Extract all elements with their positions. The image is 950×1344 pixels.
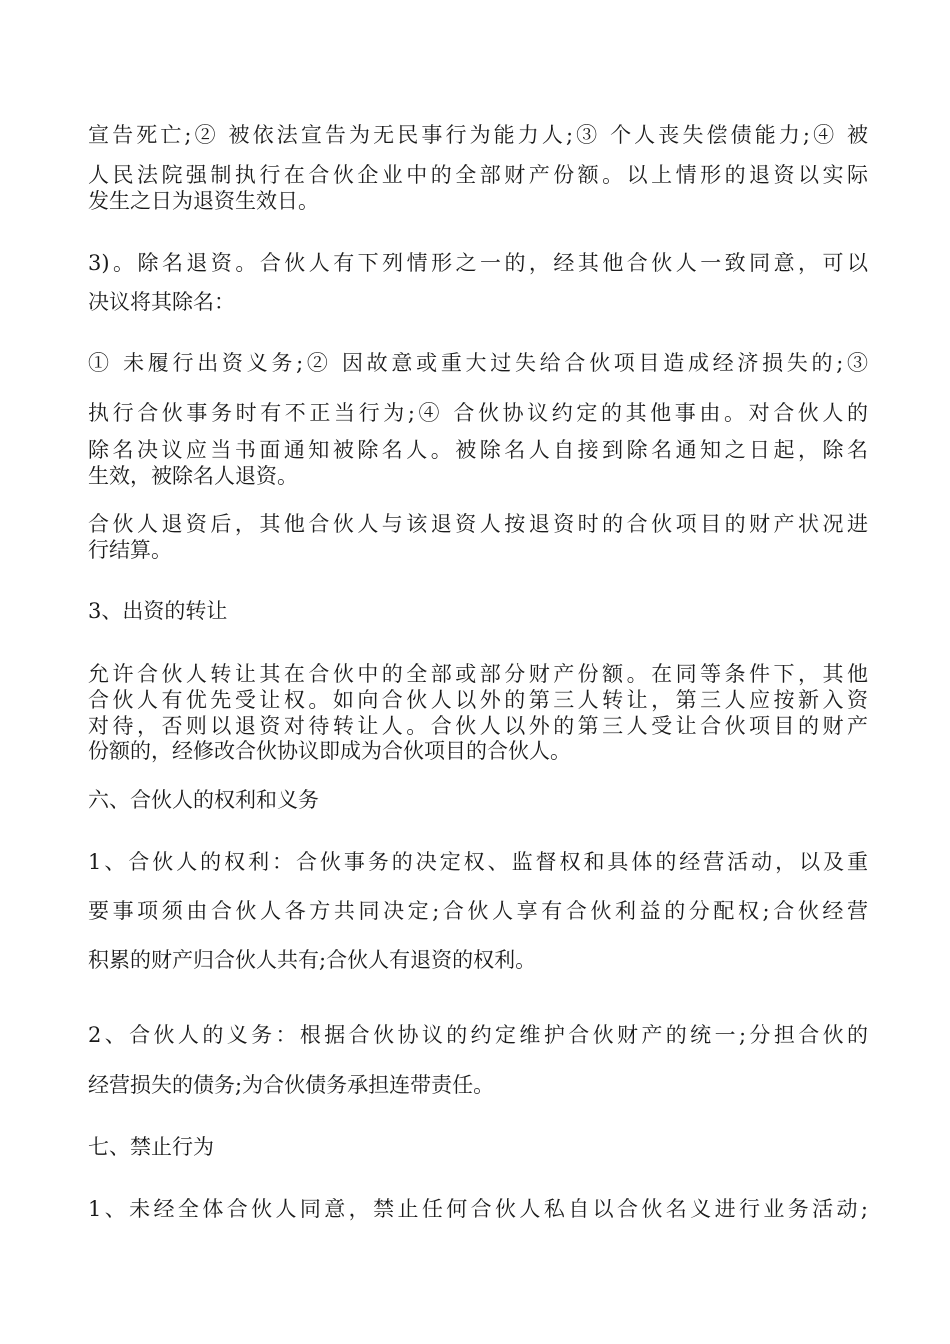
text-line: 经营损失的债务;为合伙债务承担连带责任。: [88, 1073, 495, 1097]
text-line: 积累的财产归合伙人共有;合伙人有退资的权利。: [88, 948, 537, 972]
text-line: 1、合伙人的权利：合伙事务的决定权、监督权和具体的经营活动，以及重: [88, 850, 868, 874]
text-line: 人民法院强制执行在合伙企业中的全部财产份额。以上情形的退资以实际: [88, 163, 868, 187]
text-line: 执行合伙事务时有不正当行为;④ 合伙协议约定的其他事由。对合伙人的: [88, 401, 868, 425]
text-line: 行结算。: [88, 538, 172, 562]
text-line: 发生之日为退资生效日。: [88, 189, 319, 213]
text-line: 份额的，经修改合伙协议即成为合伙项目的合伙人。: [88, 739, 571, 763]
text-line: 要事项须由合伙人各方共同决定;合伙人享有合伙利益的分配权;合伙经营: [88, 899, 868, 923]
chapter-heading: 六、合伙人的权利和义务: [88, 788, 319, 812]
text-line: 合伙人退资后，其他合伙人与该退资人按退资时的合伙项目的财产状况进: [88, 512, 868, 536]
text-line: 对待，否则以退资对待转让人。合伙人以外的第三人受让合伙项目的财产: [88, 714, 868, 738]
text-line: 宣告死亡;② 被依法宣告为无民事行为能力人;③ 个人丧失偿债能力;④ 被: [88, 123, 868, 147]
text-line: 1、未经全体合伙人同意，禁止任何合伙人私自以合伙名义进行业务活动;: [88, 1197, 868, 1221]
text-line: 合伙人有优先受让权。如向合伙人以外的第三人转让，第三人应按新入资: [88, 688, 868, 712]
text-line: 允许合伙人转让其在合伙中的全部或部分财产份额。在同等条件下，其他: [88, 662, 868, 686]
text-line: 生效，被除名人退资。: [88, 464, 298, 488]
chapter-heading: 七、禁止行为: [88, 1135, 214, 1159]
text-line: 3)。除名退资。合伙人有下列情形之一的，经其他合伙人一致同意，可以: [88, 251, 868, 275]
text-line: ① 未履行出资义务;② 因故意或重大过失给合伙项目造成经济损失的;③: [88, 351, 868, 375]
text-line: 除名决议应当书面通知被除名人。被除名人自接到除名通知之日起，除名: [88, 438, 868, 462]
section-heading: 3、出资的转让: [88, 599, 228, 623]
text-line: 2、合伙人的义务：根据合伙协议的约定维护合伙财产的统一;分担合伙的: [88, 1023, 868, 1047]
text-line: 决议将其除名：: [88, 290, 235, 314]
